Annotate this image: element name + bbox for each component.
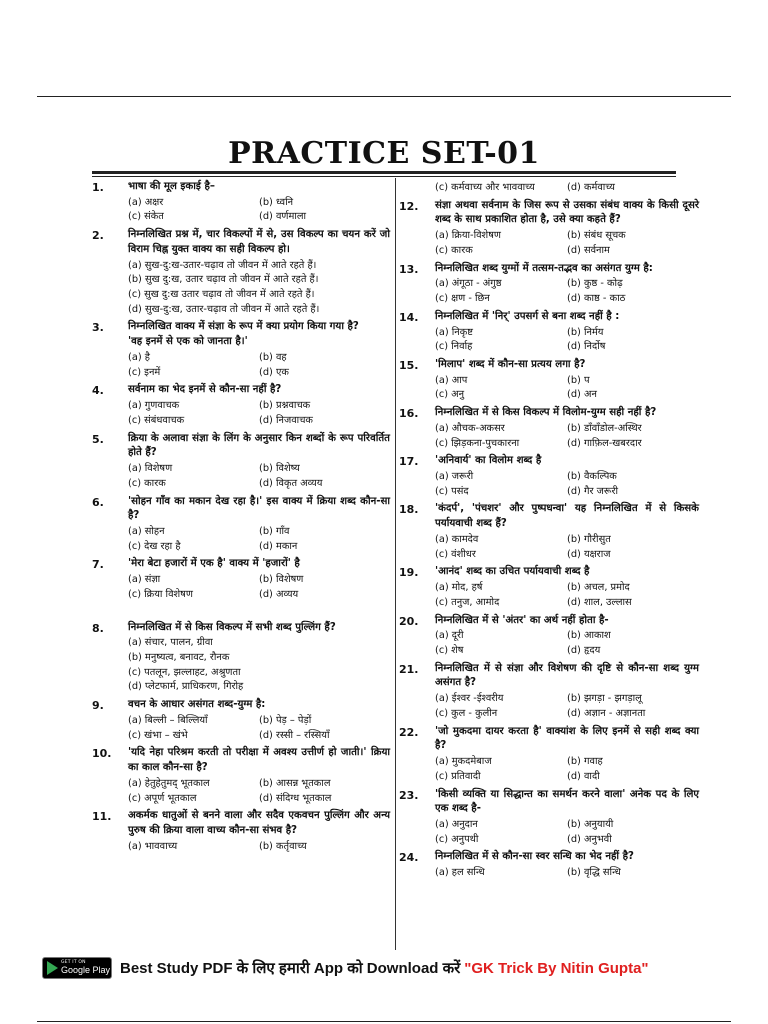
options xyxy=(435,277,699,306)
option: (a) भाववाच्य xyxy=(128,840,178,852)
option: (d) गैर जरूरी xyxy=(567,485,619,497)
question-text: सर्वनाम का भेद इनमें से कौन-सा नहीं है? xyxy=(128,384,282,396)
question xyxy=(399,502,699,562)
question-number: 5. xyxy=(92,432,104,446)
option: (a) मोद, हर्ष xyxy=(435,582,483,594)
option: (c) क्षण - छिन xyxy=(435,293,490,305)
option: (b) सुख दु:ख, उतार चढ़ाव तो जीवन में आते रहते हैं। xyxy=(128,274,319,286)
options xyxy=(435,422,699,451)
question-number: 11. xyxy=(92,810,112,824)
option: (d) काष्ठ - काठ xyxy=(567,293,626,305)
option: (d) प्लेटफार्म, प्राधिकरण, गिरोह xyxy=(128,681,244,693)
question-text: निम्नलिखित में से संज्ञा और विशेषण की दृष्टि से कौन-सा शब्द युग्म असंगत है? xyxy=(435,662,699,689)
question xyxy=(399,662,699,722)
option: (c) देख रहा है xyxy=(128,540,181,552)
option: (b) झगड़ा - झगड़ालू xyxy=(567,693,642,705)
question-text: क्रिया के अलावा संज्ञा के लिंग के अनुसार किन शब्दों के रूप परिवर्तित होते हैं? xyxy=(128,432,390,459)
question-text: निम्नलिखित में से किस विकल्प में विलोम-युग्म सही नहीं है? xyxy=(435,407,657,419)
title-rule-thick xyxy=(92,171,676,174)
footer-text: Best Study PDF के लिए हमारी App को Download करें xyxy=(120,960,461,977)
options xyxy=(435,533,699,562)
question-text: निम्नलिखित वाक्य में संज्ञा के रूप में क्या प्रयोग किया गया है? xyxy=(128,321,359,333)
question-number: 2. xyxy=(92,229,104,243)
option: (b) आसन्न भूतकाल xyxy=(259,777,331,789)
option: (c) कुल - कुलीन xyxy=(435,707,498,719)
options xyxy=(435,866,699,881)
option: (c) इनमें xyxy=(128,366,161,378)
question xyxy=(92,746,390,806)
question xyxy=(399,788,699,848)
option: (a) मुकदमेबाज xyxy=(435,756,492,768)
question-text: 'मेरा बेटा हजारों में एक है' वाक्य में 'हजारों' है xyxy=(128,558,300,570)
question-text: निम्नलिखित शब्द युग्मों में तत्सम-तद्भव का असंगत युग्म है: xyxy=(435,262,653,274)
question-number: 19. xyxy=(399,566,419,580)
option: (c) सुख दु:ख उतार चढ़ाव तो जीवन में आते रहते हैं। xyxy=(128,289,315,301)
question xyxy=(92,383,390,428)
question-number: 13. xyxy=(399,262,419,276)
options xyxy=(128,714,390,743)
option: (b) कुष्ठ - कोढ़ xyxy=(567,278,623,290)
option: (a) संज्ञा xyxy=(128,574,161,586)
option: (c) संकेत xyxy=(128,211,164,223)
option: (a) हेतुहेतुमद् भूतकाल xyxy=(128,777,210,789)
question xyxy=(92,621,390,696)
options xyxy=(435,629,699,658)
question-text: निम्नलिखित में से किस विकल्प में सभी शब्द पुल्लिंग हैं? xyxy=(128,621,336,633)
question-text: 'जो मुकदमा दायर करता है' वाक्यांश के लिए इनमें से सही शब्द क्या है? xyxy=(435,725,699,752)
option: (d) रस्सी – रस्सियाँ xyxy=(259,729,330,741)
option: (c) पसंद xyxy=(435,485,469,497)
question xyxy=(92,320,390,380)
question xyxy=(399,310,699,355)
left-column xyxy=(92,180,390,857)
option: (b) अनुयायी xyxy=(567,819,614,831)
footer-banner[interactable] xyxy=(42,955,732,981)
question-number: 22. xyxy=(399,725,419,739)
option: (a) संचार, पालन, ग्रीवा xyxy=(128,637,213,649)
option: (a) कामदेव xyxy=(435,533,479,545)
footer-brand[interactable]: "GK Trick By Nitin Gupta" xyxy=(464,959,649,977)
question-number: 14. xyxy=(399,310,419,324)
question xyxy=(399,614,699,659)
option: (d) हृदय xyxy=(567,644,601,656)
option: (a) निकृष्ट xyxy=(435,326,473,338)
option: (d) सर्वनाम xyxy=(567,244,610,256)
question xyxy=(399,406,699,451)
question-number: 20. xyxy=(399,614,419,628)
google-play-badge[interactable] xyxy=(42,957,112,979)
option: (a) हल सन्धि xyxy=(435,867,485,879)
options xyxy=(435,470,699,499)
option: (b) वृद्धि सन्धि xyxy=(567,867,621,879)
options xyxy=(435,374,699,403)
question-number: 18. xyxy=(399,503,419,517)
option: (b) गौरीसुत xyxy=(567,533,611,545)
question-text: 'आनंद' शब्द का उचित पर्यायवाची शब्द है xyxy=(435,566,590,578)
options xyxy=(128,840,390,855)
question xyxy=(399,725,699,785)
option: (d) मकान xyxy=(259,540,298,552)
option: (a) विशेषण xyxy=(128,463,173,475)
option: (b) मनुष्यत्व, बनावट, रौनक xyxy=(128,652,230,664)
option: (d) निजवाचक xyxy=(259,414,313,426)
option: (b) पेड़ – पेड़ों xyxy=(259,714,312,726)
question-text: निम्नलिखित में से 'अंतर' का अर्थ नहीं होता है- xyxy=(435,614,609,626)
option: (a) बिल्ली – बिल्लियाँ xyxy=(128,714,208,726)
option: (c) प्रतिवादी xyxy=(435,770,481,782)
bottom-rule xyxy=(37,1021,731,1022)
google-play-icon xyxy=(47,961,58,975)
google-play-text xyxy=(61,961,110,975)
question-text: अकर्मक धातुओं से बनने वाला और सदैव एकवचन पुल्लिंग और अन्य पुरुष की क्रिया वाला वाच्य कौन-सा संभव है? xyxy=(128,810,390,836)
options xyxy=(128,259,390,318)
option: (b) विशेषण xyxy=(259,574,304,586)
option: (d) शाल, उल्लास xyxy=(567,596,632,608)
option: (b) प्रश्नवाचक xyxy=(259,400,311,412)
option: (b) गाँव xyxy=(259,526,290,538)
option: (d) निर्दोष xyxy=(567,341,606,353)
options xyxy=(435,755,699,784)
options xyxy=(435,818,699,847)
question xyxy=(399,262,699,307)
option: (b) कर्तृवाच्य xyxy=(259,840,307,852)
option: (a) अक्षर xyxy=(128,196,164,208)
question xyxy=(399,565,699,610)
question xyxy=(92,180,390,225)
option: (c) क्रिया विशेषण xyxy=(128,588,193,600)
option: (a) ईश्वर -ईश्वरीय xyxy=(435,693,504,705)
option: (a) गुणवाचक xyxy=(128,400,180,412)
question-number: 16. xyxy=(399,407,419,421)
question-number: 24. xyxy=(399,851,419,865)
question-number: 17. xyxy=(399,455,419,469)
right-column xyxy=(399,180,699,884)
option: (c) पतलून, झल्लाहट, अश्रुणता xyxy=(128,666,241,678)
right-questions xyxy=(399,199,699,881)
option: (b) वैकल्पिक xyxy=(567,471,617,483)
option: (d) अव्यय xyxy=(259,588,299,600)
question xyxy=(399,850,699,880)
options xyxy=(435,229,699,258)
options xyxy=(128,525,390,554)
question-number: 6. xyxy=(92,495,104,509)
question-number: 15. xyxy=(399,358,419,372)
option: (d) वर्णमाला xyxy=(259,211,307,223)
question-number: 1. xyxy=(92,181,104,194)
option: (a) सोहन xyxy=(128,526,165,538)
options xyxy=(128,351,390,380)
question-text: 'कंदर्प', 'पंचशर' और पुष्पधन्वा' यह निम्नलिखित में से किसके पर्यायवाची शब्द हैं? xyxy=(435,503,699,530)
question xyxy=(399,358,699,403)
option: (d) संदिग्ध भूतकाल xyxy=(259,792,332,804)
question-text: निम्नलिखित में 'निर्' उपसर्ग से बना शब्द नहीं है : xyxy=(435,310,620,322)
question-text: संज्ञा अथवा सर्वनाम के जिस रूप से उसका संबंध वाक्य के किसी दूसरे शब्द के साथ प्रकाशित होता है, उसे क्या कहते हैं? xyxy=(435,199,699,226)
option: (b) ध्वनि xyxy=(259,196,294,208)
options xyxy=(128,196,390,225)
question xyxy=(92,228,390,317)
options xyxy=(128,573,390,602)
option: (a) अनुदान xyxy=(435,819,478,831)
option: (b) वह xyxy=(259,352,287,364)
options xyxy=(435,581,699,610)
options xyxy=(435,326,699,355)
options xyxy=(128,399,390,428)
option: (c) अनु xyxy=(435,389,465,401)
option: (a) जरूरी xyxy=(435,471,474,483)
option: (c) संबंधवाचक xyxy=(128,414,185,426)
option: (a) क्रिया-विशेषण xyxy=(435,230,501,242)
option: (a) अंगूठा - अंगुष्ठ xyxy=(435,278,502,290)
option: (a) है xyxy=(128,352,150,364)
option: (b) निर्मय xyxy=(567,326,604,338)
option: (d) अन xyxy=(567,389,597,401)
option: (d) एक xyxy=(259,366,289,378)
option: (a) दूरी xyxy=(435,630,464,642)
option: (c) निर्वाह xyxy=(435,341,473,353)
title-rule-thin xyxy=(92,176,676,177)
question xyxy=(399,454,699,499)
options xyxy=(128,636,390,695)
question xyxy=(399,199,699,259)
question-text: भाषा की मूल इकाई है– xyxy=(128,181,215,192)
option: (b) संबंध सूचक xyxy=(567,230,626,242)
question xyxy=(92,432,390,492)
option: (a) औचक-अकसर xyxy=(435,422,505,434)
question-quote: 'वह इनमें से एक को जानता है।' xyxy=(128,336,248,348)
question xyxy=(92,809,390,854)
option: (d) विकृत अव्यय xyxy=(259,477,323,489)
question-number: 4. xyxy=(92,384,104,398)
option: (d) सुख-दु:ख, उतार-चढ़ाव तो जीवन में आते रहते हैं। xyxy=(128,303,320,315)
option: (b) अचल, प्रमोद xyxy=(567,582,630,594)
option: (d) अज्ञान - अज्ञानता xyxy=(567,707,646,719)
page-title: PRACTICE SET-01 xyxy=(228,136,540,171)
question-number: 3. xyxy=(92,321,104,335)
option: (a) आप xyxy=(435,374,468,386)
option: (b) डाँवाँडोल-अस्थिर xyxy=(567,422,642,434)
option: (c) अनुपथी xyxy=(435,833,479,845)
options xyxy=(128,777,390,806)
option: (c) कारक xyxy=(128,477,166,489)
question-text: 'किसी व्यक्ति या सिद्धान्त का समर्थन करने वाला' अनेक पद के लिए एक शब्द है- xyxy=(435,788,699,815)
options xyxy=(128,462,390,491)
question-text: 'सोहन गाँव का मकान देख रहा है।' इस वाक्य में क्रिया शब्द कौन-सा है? xyxy=(128,495,390,522)
question-number: 8. xyxy=(92,621,104,635)
option: (c) वंशीधर xyxy=(435,548,476,560)
question-text: 'मिलाप' शब्द में कौन-सा प्रत्यय लगा है? xyxy=(435,358,586,370)
question-number: 7. xyxy=(92,558,104,572)
question-text: वचन के आधार असंगत शब्द-युग्म है: xyxy=(128,699,266,711)
question-text: 'अनिवार्य' का विलोम शब्द है xyxy=(435,455,542,467)
question-text: निम्नलिखित में से कौन-सा स्वर सन्धि का भेद नहीं है? xyxy=(435,851,634,863)
option: (b) आकाश xyxy=(567,630,611,642)
badge-big-text: Google Play xyxy=(61,964,111,975)
column-divider xyxy=(395,178,396,950)
option: (c) कारक xyxy=(435,244,473,256)
option: (c) शेष xyxy=(435,644,464,656)
option: (c) तनुज, आमोद xyxy=(435,596,500,608)
option: (d) यक्षराज xyxy=(567,548,611,560)
question-number: 23. xyxy=(399,788,419,802)
option: (a) सुख-दु:ख-उतार-चढ़ाव तो जीवन में आते रहते हैं। xyxy=(128,259,317,271)
question xyxy=(92,698,390,743)
question-text: 'यदि नेहा परिश्रम करती तो परीक्षा में अवश्य उत्तीर्ण हो जाती।' क्रिया का काल कौन-सा है? xyxy=(128,747,390,774)
question-number: 21. xyxy=(399,662,419,676)
option: (d) गाफ़िल-खबरदार xyxy=(567,437,642,449)
option: (b) गवाह xyxy=(567,756,603,768)
option: (c) कर्मवाच्य और भाववाच्य xyxy=(435,182,535,193)
q11-continued-options xyxy=(399,181,699,196)
question xyxy=(92,495,390,555)
options xyxy=(435,692,699,721)
option: (d) वादी xyxy=(567,770,600,782)
option: (b) विशेष्य xyxy=(259,463,300,475)
option: (b) प xyxy=(567,374,590,386)
option: (d) कर्मवाच्य xyxy=(567,182,615,193)
option: (c) अपूर्ण भूतकाल xyxy=(128,792,197,804)
question-number: 12. xyxy=(399,199,419,213)
option: (c) झिड़कना-पुचकारना xyxy=(435,437,520,449)
question-number: 10. xyxy=(92,747,112,761)
badge-small-text: GET IT ON xyxy=(61,960,86,966)
option: (d) अनुभवी xyxy=(567,833,612,845)
option: (c) खंभा – खंभे xyxy=(128,729,188,741)
question xyxy=(92,557,390,602)
question-number: 9. xyxy=(92,699,104,713)
top-rule xyxy=(37,96,731,97)
question-text: निम्नलिखित प्रश्न में, चार विकल्पों में से, उस विकल्प का चयन करें जो विराम चिह्न युक्त वाक्य का सही विकल्प हो। xyxy=(128,229,390,255)
